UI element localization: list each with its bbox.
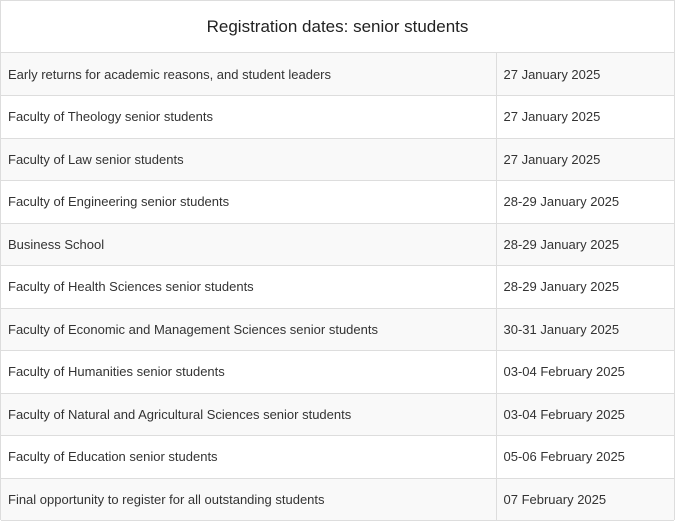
table-row bbox=[1, 436, 674, 479]
registration-date-cell: 28-29 January 2025 bbox=[496, 223, 674, 266]
table-row bbox=[1, 96, 674, 139]
student-group-cell: Faculty of Health Sciences senior students bbox=[1, 266, 496, 309]
registration-date-cell: 28-29 January 2025 bbox=[496, 181, 674, 224]
table-row bbox=[1, 308, 674, 351]
table-row bbox=[1, 223, 674, 266]
student-group-cell: Business School bbox=[1, 223, 496, 266]
student-group-cell: Faculty of Theology senior students bbox=[1, 96, 496, 139]
registration-date-cell: 05-06 February 2025 bbox=[496, 436, 674, 479]
registration-date-cell: 27 January 2025 bbox=[496, 96, 674, 139]
registration-date-cell: 03-04 February 2025 bbox=[496, 393, 674, 436]
registration-date-cell: 07 February 2025 bbox=[496, 478, 674, 521]
registration-date-cell: 30-31 January 2025 bbox=[496, 308, 674, 351]
table-row bbox=[1, 478, 674, 521]
table-row bbox=[1, 351, 674, 394]
student-group-cell: Faculty of Engineering senior students bbox=[1, 181, 496, 224]
table-row bbox=[1, 266, 674, 309]
student-group-cell: Faculty of Economic and Management Sciences senior students bbox=[1, 308, 496, 351]
registration-dates-table bbox=[1, 0, 674, 521]
table-row bbox=[1, 393, 674, 436]
registration-date-cell: 28-29 January 2025 bbox=[496, 266, 674, 309]
registration-date-cell: 27 January 2025 bbox=[496, 53, 674, 96]
registration-date-cell: 03-04 February 2025 bbox=[496, 351, 674, 394]
student-group-cell: Faculty of Humanities senior students bbox=[1, 351, 496, 394]
student-group-cell: Final opportunity to register for all outstanding students bbox=[1, 478, 496, 521]
table-row bbox=[1, 181, 674, 224]
table-caption: Registration dates: senior students bbox=[1, 0, 674, 53]
student-group-cell: Faculty of Education senior students bbox=[1, 436, 496, 479]
table-row bbox=[1, 138, 674, 181]
student-group-cell: Early returns for academic reasons, and student leaders bbox=[1, 53, 496, 96]
student-group-cell: Faculty of Natural and Agricultural Sciences senior students bbox=[1, 393, 496, 436]
registration-date-cell: 27 January 2025 bbox=[496, 138, 674, 181]
table-row bbox=[1, 53, 674, 96]
student-group-cell: Faculty of Law senior students bbox=[1, 138, 496, 181]
